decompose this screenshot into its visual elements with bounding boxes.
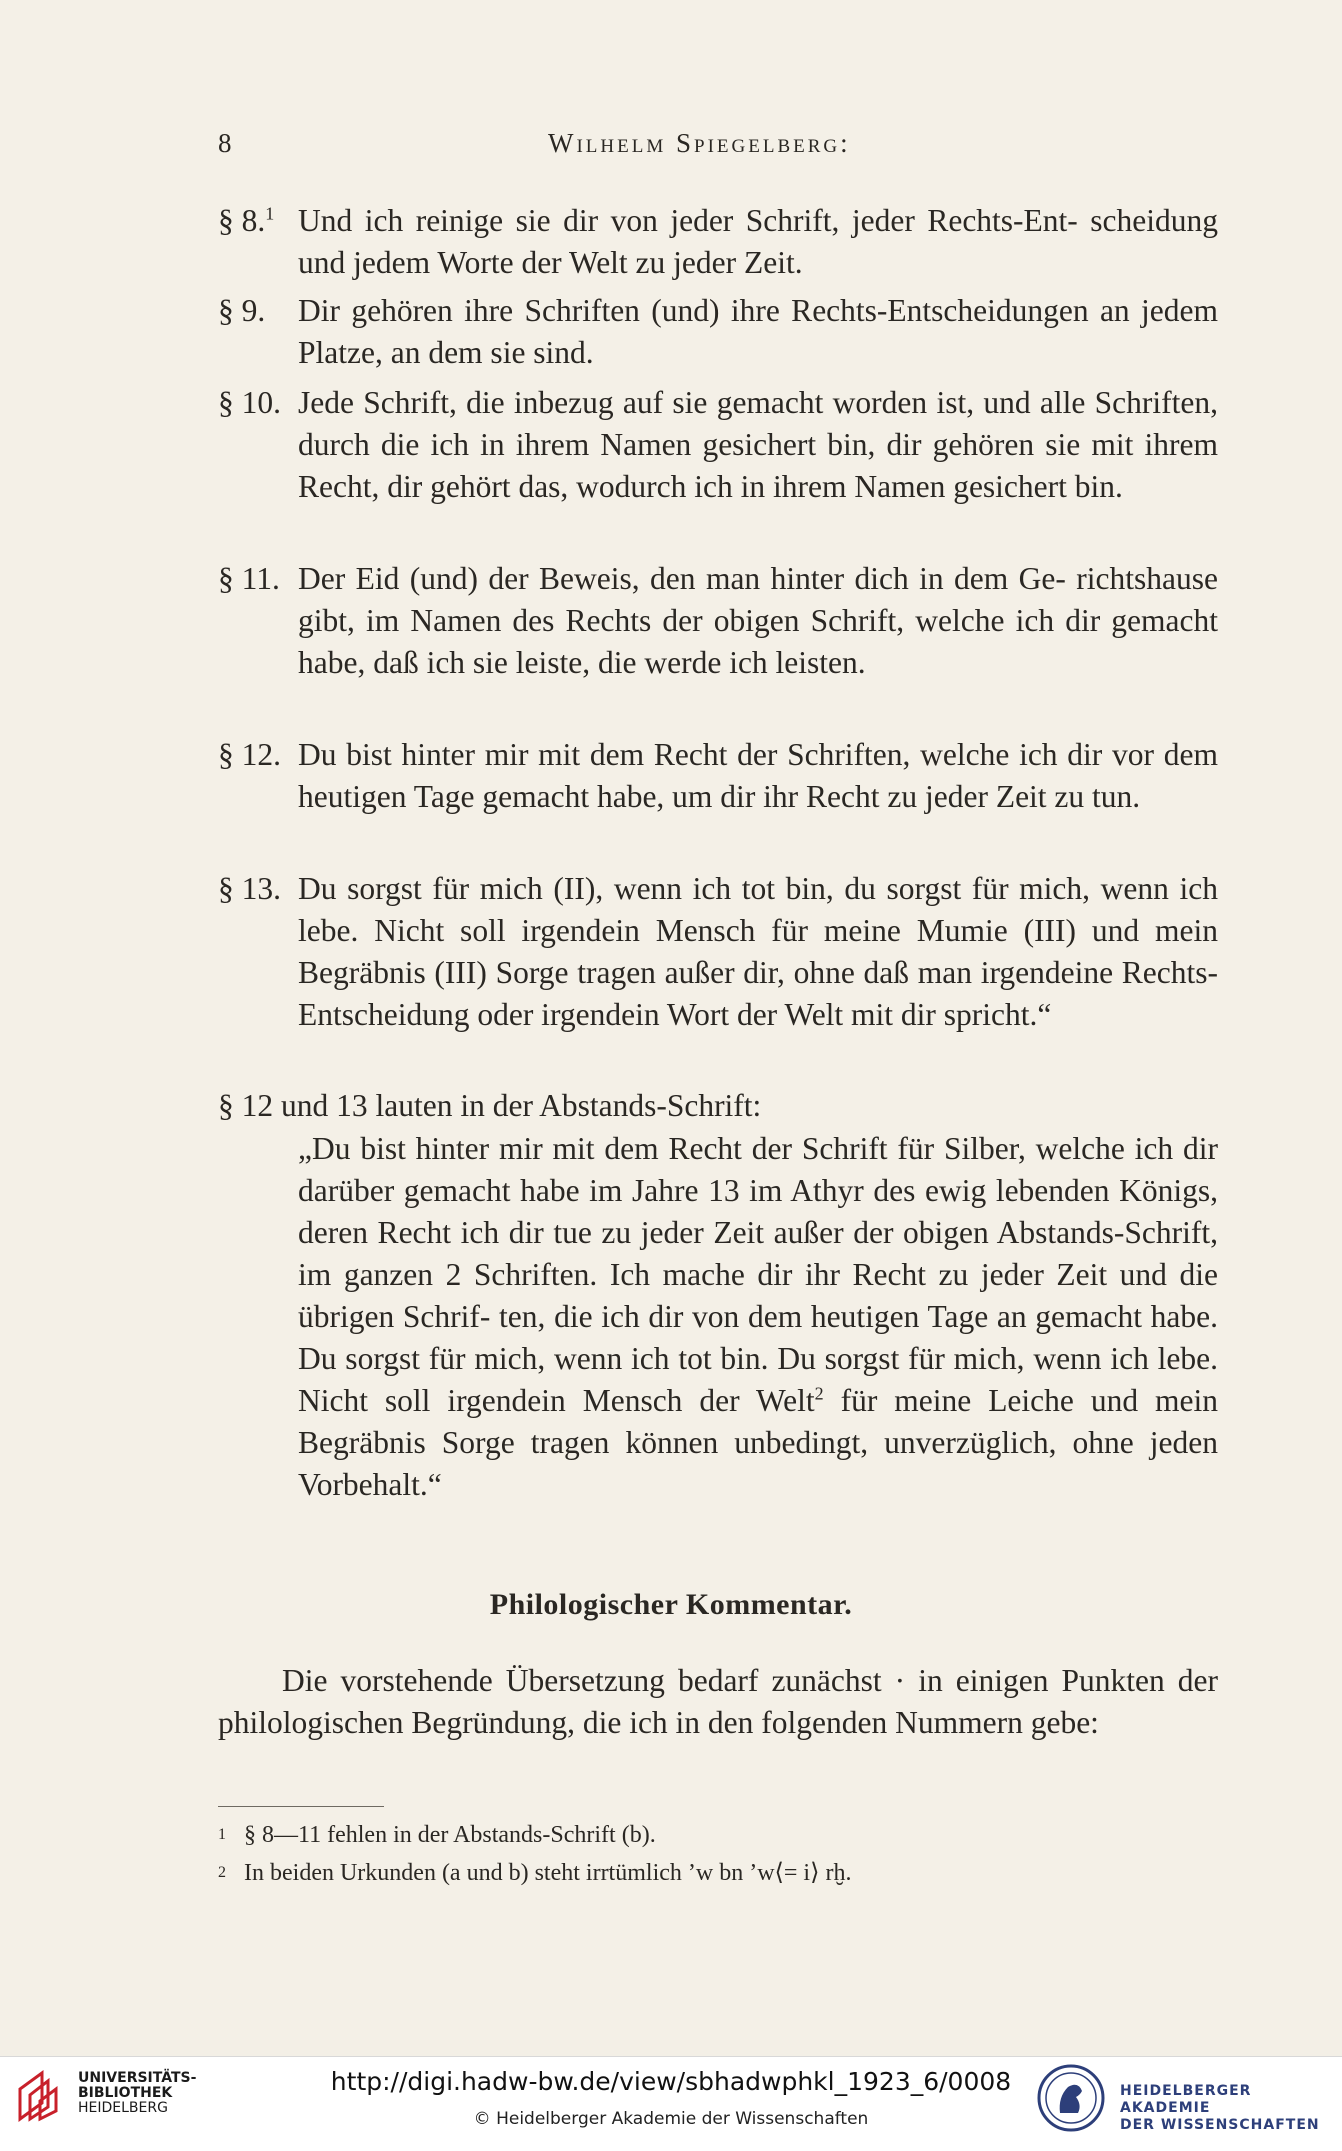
footnote-text: In beiden Urkunden (a und b) steht irrtümlich ’w bn ’w⟨= i⟩ rḫ.: [244, 1860, 852, 1886]
abstand-quote: „Du bist hinter mir mit dem Recht der Schrift für Silber, welche ich dir darüber gemacht habe im Jahre 13 im Athyr des ewig lebenden Königs, deren Recht ich dir tue zu jeder Zeit außer der obigen Abstands-Schrift, im ganzen 2 Schriften. Ich mache dir ihr Recht zu jeder Zeit und die übrigen Schrif- ten, die ich dir von dem heutigen Tage an gemacht habe. Du sorgst für mich, wenn ich tot bin. Du sorgst für mich, wenn ich lebe. Nicht soll irgendein Mensch der Welt$^2$ für meine Leiche und mein Begräbnis Sorge tragen können unbedingt, unverzüglich, ohne jeden Vorbehalt.“: [298, 1131, 1218, 1502]
footnote-ref: 1: [265, 203, 275, 224]
section-8: [218, 200, 1218, 284]
section-text: Dir gehören ihre Schriften (und) ihre Rechts-Entscheidungen an jedem Platze, an dem sie sind.: [298, 293, 1218, 370]
academy-name: HEIDELBERGER AKADEMIE DER WISSENSCHAFTEN: [1120, 2083, 1320, 2133]
footnote-ref: 2: [814, 1383, 824, 1404]
copyright-notice: © Heidelberger Akademie der Wissenschaften: [473, 2109, 869, 2129]
running-title: Wilhelm Spiegelberg:: [548, 128, 851, 158]
footnote-divider: [218, 1806, 384, 1807]
section-text: Du bist hinter mir mit dem Recht der Schriften, welche ich dir vor dem heutigen Tage gemacht habe, um dir ihr Recht zu jeder Zeit zu tun.: [298, 737, 1218, 814]
section-number: § 12.: [218, 737, 281, 772]
footnote-mark: 2: [218, 1864, 226, 1881]
section-text: Der Eid (und) der Beweis, den man hinter dich in dem Ge- richtshause gibt, im Namen des Rechts der obigen Schrift, welche ich dir gemacht habe, daß ich sie leiste, die werde ich leisten.: [298, 561, 1218, 680]
section-number: § 8.$^1$: [218, 203, 275, 238]
viewer-footer: [0, 2056, 1342, 2151]
footnote-2: [218, 1858, 1218, 1888]
permalink-url[interactable]: http://digi.hadw-bw.de/view/sbhadwphkl_1923_6/0008: [330, 2067, 1012, 2096]
footnote-mark: 1: [218, 1826, 226, 1843]
abstand-intro: § 12 und 13 lauten in der Abstands-Schrift:: [218, 1088, 762, 1123]
section-number: § 11.: [218, 561, 280, 596]
section-9: [218, 290, 1218, 374]
commentary-intro: Die vorstehende Übersetzung bedarf zunächst · in einigen Punkten der philologischen Begründung, die ich in den folgenden Nummern gebe:: [218, 1663, 1218, 1740]
section-heading: Philologischer Kommentar.: [489, 1588, 853, 1621]
page-number: 8: [218, 128, 234, 158]
library-name: UNIVERSITÄTS- BIBLIOTHEK HEIDELBERG: [78, 2070, 197, 2116]
section-text: Und ich reinige sie dir von jeder Schrift, jeder Rechts-Ent- scheidung und jedem Worte der Welt zu jeder Zeit.: [298, 203, 1218, 280]
section-text: Jede Schrift, die inbezug auf sie gemacht worden ist, und alle Schriften, durch die ich in ihrem Namen gesichert bin, dir gehören sie mit ihrem Recht, dir gehört das, wodurch ich in ihrem Namen gesichert bin.: [298, 385, 1218, 504]
section-number: § 13.: [218, 871, 281, 906]
footnote-text: § 8—11 fehlen in der Abstands-Schrift (b).: [244, 1822, 656, 1848]
section-10: [218, 382, 1218, 508]
footnote-1: [218, 1820, 1218, 1850]
section-12: [218, 734, 1218, 818]
section-number: § 9.: [218, 293, 266, 328]
section-number: § 10.: [218, 385, 281, 420]
section-13: [218, 868, 1218, 1036]
academy-seal-icon: [1036, 2063, 1106, 2133]
section-11: [218, 558, 1218, 684]
section-text: Du sorgst für mich (II), wenn ich tot bin, du sorgst für mich, wenn ich lebe. Nicht soll irgendein Mensch für meine Mumie (III) und mein Begräbnis (III) Sorge tragen außer dir, ohne daß man irgendeine Rechts-Entscheidung oder irgendein Wort der Welt mit dir spricht.“: [298, 871, 1218, 1032]
